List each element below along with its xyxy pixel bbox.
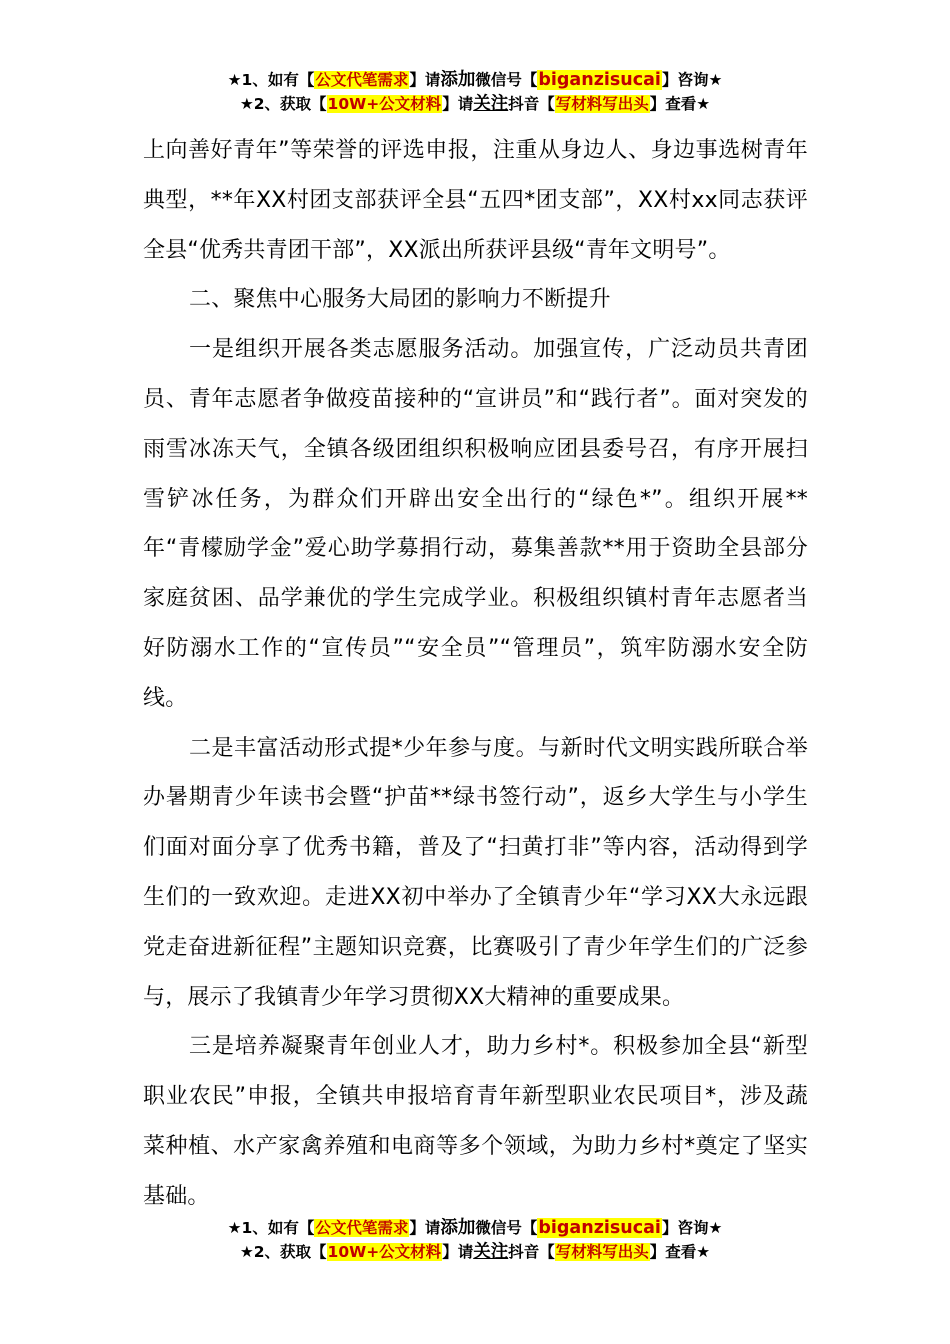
- banner-douyin-id: 写材料写出头: [555, 1243, 649, 1261]
- banner-emphasis: 关注: [473, 94, 509, 114]
- banner-text: 微信号【: [475, 1219, 538, 1237]
- banner-text: 微信号【: [475, 71, 538, 89]
- banner-emphasis: 关注: [473, 1242, 509, 1262]
- footer-banner-line-2: [0, 1240, 950, 1264]
- banner-text: ★1、如有【: [227, 1219, 315, 1237]
- banner-text: ★2、获取【: [239, 95, 327, 113]
- body-paragraph: 三是培养凝聚青年创业人才，助力乡村*。积极参加全县“新型职业农民”申报，全镇共申报培育青年新型职业农民项目*，涉及蔬菜种植、水产家禽养殖和电商等多个领域，为助力乡村*奠定了坚实基础。: [143, 1034, 808, 1209]
- banner-text: 抖音【: [508, 1243, 555, 1261]
- banner-text: 】请: [442, 1243, 474, 1261]
- banner-text: 】咨询★: [661, 1219, 723, 1237]
- header-banner: [0, 68, 950, 116]
- body-paragraph: 二是丰富活动形式提*少年参与度。与新时代文明实践所联合举办暑期青少年读书会暨“护苗**绿书签行动”，返乡大学生与小学生们面对面分享了优秀书籍，普及了“扫黄打非”等内容，活动得到学生们的一致欢迎。走进XX初中举办了全镇青少年“学习XX大永远跟党走奋进新征程”主题知识竞赛，比赛吸引了青少年学生们的广泛参与，展示了我镇青少年学习贯彻XX大精神的重要成果。: [143, 735, 808, 1010]
- banner-emphasis: 添加: [440, 70, 476, 90]
- header-banner-line-2: [0, 92, 950, 116]
- banner-wechat-id: biganzisucai: [538, 70, 661, 90]
- banner-highlight: 公文代笔需求: [315, 71, 409, 89]
- banner-text: 抖音【: [508, 95, 555, 113]
- footer-banner: [0, 1216, 950, 1264]
- body-paragraph: 上向善好青年”等荣誉的评选申报，注重从身边人、身边事选树青年典型，**年XX村团支部获评全县“五四*团支部”，XX村xx同志获评全县“优秀共青团干部”，XX派出所获评县级“青年文明号”。: [143, 138, 808, 263]
- banner-text: 】请: [409, 71, 441, 89]
- banner-text: ★1、如有【: [227, 71, 315, 89]
- banner-text: 】查看★: [649, 1243, 711, 1261]
- banner-text: 】咨询★: [661, 71, 723, 89]
- banner-highlight: 公文代笔需求: [315, 1219, 409, 1237]
- banner-text: 】请: [409, 1219, 441, 1237]
- body-paragraph: 一是组织开展各类志愿服务活动。加强宣传，广泛动员共青团员、青年志愿者争做疫苗接种的“宣讲员”和“践行者”。面对突发的雨雪冰冻天气，全镇各级团组织积极响应团县委号召，有序开展扫雪铲冰任务，为群众们开辟出安全出行的“绿色*”。组织开展**年“青檬励学金”爱心助学募捐行动，募集善款**用于资助全县部分家庭贫困、品学兼优的学生完成学业。积极组织镇村青年志愿者当好防溺水工作的“宣传员”“安全员”“管理员”，筑牢防溺水安全防线。: [143, 337, 808, 711]
- banner-wechat-id: biganzisucai: [538, 1218, 661, 1238]
- banner-emphasis: 添加: [440, 1218, 476, 1238]
- banner-douyin-id: 写材料写出头: [555, 95, 649, 113]
- footer-banner-line-1: [0, 1216, 950, 1240]
- banner-text: ★2、获取【: [239, 1243, 327, 1261]
- banner-highlight: 10W+公文材料: [327, 95, 442, 113]
- banner-text: 】查看★: [649, 95, 711, 113]
- header-banner-line-1: [0, 68, 950, 92]
- document-body: [143, 126, 808, 1222]
- section-heading: 二、聚焦中心服务大局团的影响力不断提升: [189, 287, 611, 313]
- banner-highlight: 10W+公文材料: [327, 1243, 442, 1261]
- banner-text: 】请: [442, 95, 474, 113]
